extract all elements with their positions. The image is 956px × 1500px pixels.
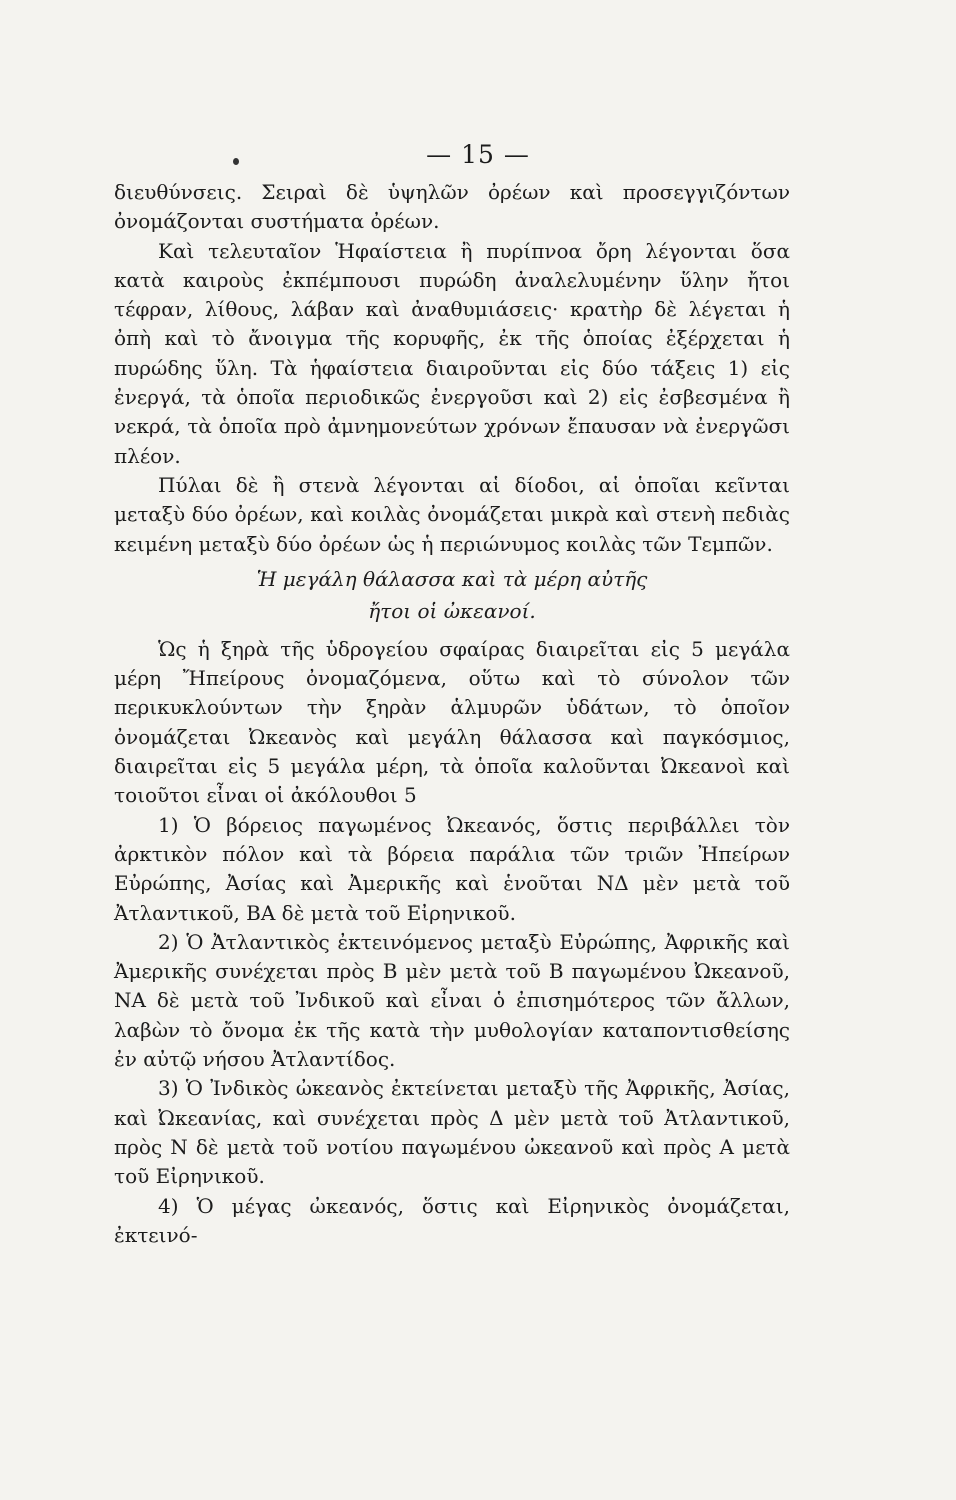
page-number: — 15 — [426,140,530,169]
paragraph: Καὶ τελευταῖον Ἡφαίστεια ἢ πυρίπνοα ὄρη λέγονται ὅσα κατὰ καιροὺς ἐκπέμπουσι πυρώδη ἀναλελυμένην ὕλην ἤτοι τέφραν, λίθους, λάβαν καὶ ἀναθυμιάσεις· κρατὴρ δὲ λέγεται ἡ ὀπὴ καὶ τὸ ἄνοιγμα τῆς κορυφῆς, ἐκ τῆς ὁποίας ἐξέρχεται ἡ πυρώδης ὕλη. Τὰ ἡφαίστεια διαιροῦνται εἰς δύο τάξεις 1) εἰς ἐνεργά, τὰ ὁποῖα περιοδικῶς ἐνεργοῦσι καὶ 2) εἰς ἐσβεσμένα ἢ νεκρά, τὰ ὁποῖα πρὸ ἀμνημονεύτων χρόνων ἔπαυσαν νὰ ἐνεργῶσι πλέον. [114,238,790,468]
section-heading-line: ἤτοι οἱ ὠκεανοί. [368,598,536,623]
paragraph: Πύλαι δὲ ἢ στενὰ λέγονται αἱ δίοδοι, αἱ ὁποῖαι κεῖνται μεταξὺ δύο ὀρέων, καὶ κοιλὰς ὀνομάζεται μικρὰ καὶ στενὴ πεδιὰς κειμένη μεταξὺ δύο ὀρέων ὡς ἡ περιώνυμος κοιλὰς τῶν Τεμπῶν. [114,472,790,556]
list-item-paragraph: 1) Ὁ βόρειος παγωμένος Ὠκεανός, ὅστις περιβάλλει τὸν ἀρκτικὸν πόλον καὶ τὰ βόρεια παράλια τῶν τριῶν Ἠπείρων Εὐρώπης, Ἀσίας καὶ Ἀμερικῆς καὶ ἑνοῦται ΝΔ μὲν μετὰ τοῦ Ἀτλαντικοῦ, ΒΑ δὲ μετὰ τοῦ Εἰρηνικοῦ. [114,812,790,925]
section-heading [114,563,790,627]
paragraph: Ὡς ἡ ξηρὰ τῆς ὑδρογείου σφαίρας διαιρεῖται εἰς 5 μεγάλα μέρη Ἤπείρους ὀνομαζόμενα, οὕτω καὶ τὸ σύνολον τῶν περικυκλούντων τὴν ξηρὰν ἁλμυρῶν ὑδάτων, τὸ ὁποῖον ὀνομάζεται Ὠκεανὸς καὶ μεγάλη θάλασσα καὶ παγκόσμιος, διαιρεῖται εἰς 5 μεγάλα μέρη, τὰ ὁποῖα καλοῦνται Ὠκεανοὶ καὶ τοιοῦτοι εἶναι οἱ ἀκόλουθοι 5 [114,636,790,808]
list-item-paragraph: 4) Ὁ μέγας ὠκεανός, ὅστις καὶ Εἰρηνικὸς ὀνομάζεται, ἐκτεινό- [114,1193,790,1247]
body-text [114,178,790,1250]
paragraph: διευθύνσεις. Σειραὶ δὲ ὑψηλῶν ὀρέων καὶ προσεγγιζόντων ὀνομάζονται συστήματα ὀρέων. [114,180,790,234]
section-heading-line: Ἡ μεγάλη θάλασσα καὶ τὰ μέρη αὐτῆς [256,566,648,591]
ink-speck [233,158,239,165]
list-item-paragraph: 3) Ὁ Ἰνδικὸς ὠκεανὸς ἐκτείνεται μεταξὺ τῆς Ἀφρικῆς, Ἀσίας, καὶ Ὠκεανίας, καὶ συνέχεται πρὸς Δ μὲν μετὰ τοῦ Ἀτλαντικοῦ, πρὸς Ν δὲ μετὰ τοῦ νοτίου παγωμένου ὠκεανοῦ καὶ πρὸς Α μετὰ τοῦ Εἰρηνικοῦ. [114,1076,790,1189]
list-item-paragraph: 2) Ὁ Ἀτλαντικὸς ἐκτεινόμενος μεταξὺ Εὐρώπης, Ἀφρικῆς καὶ Ἀμερικῆς συνέχεται πρὸς Β μὲν μετὰ τοῦ Β παγωμένου Ὠκεανοῦ, ΝΑ δὲ μετὰ τοῦ Ἰνδικοῦ καὶ εἶναι ὁ ἐπισημότερος τῶν ἄλλων, λαβὼν τὸ ὄνομα ἐκ τῆς κατὰ τὴν μυθολογίαν καταποντισθείσης ἐν αὐτῷ νήσου Ἀτλαντίδος. [114,929,790,1072]
